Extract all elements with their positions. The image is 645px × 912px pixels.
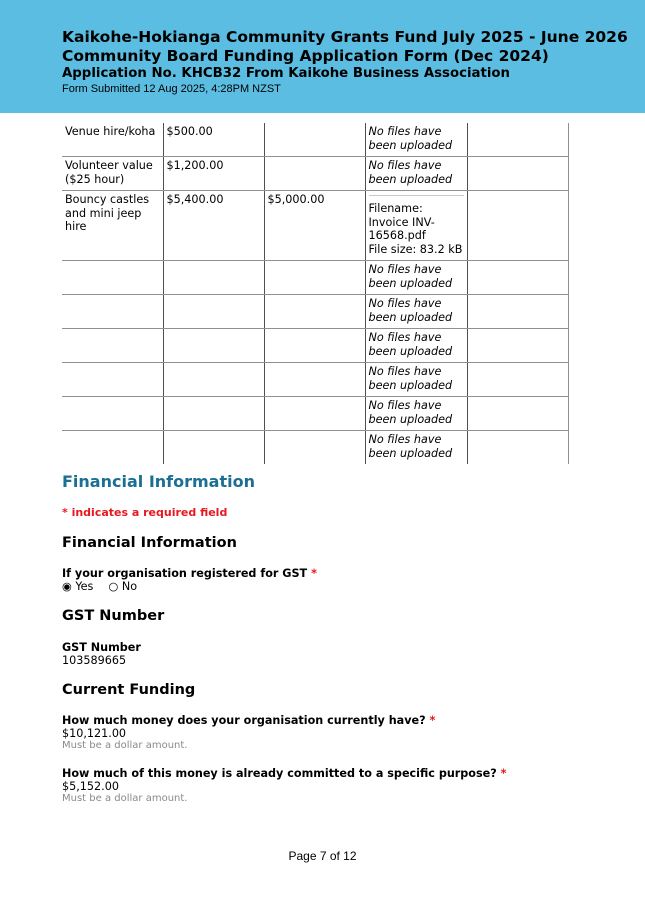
money-have-value: $10,121.00 bbox=[62, 727, 127, 740]
money-have-label: How much money does your organisation currently have? bbox=[62, 714, 426, 727]
note-cell bbox=[467, 157, 568, 191]
uploaded-file bbox=[369, 195, 464, 256]
file-cell: No files have been uploaded bbox=[365, 363, 467, 397]
table-row bbox=[62, 397, 568, 431]
requested-cell bbox=[264, 261, 365, 295]
file-cell: No files have been uploaded bbox=[365, 329, 467, 363]
file-cell: No files have been uploaded bbox=[365, 261, 467, 295]
requested-cell bbox=[264, 295, 365, 329]
required-marker: * bbox=[311, 567, 317, 580]
file-cell: No files have been uploaded bbox=[365, 123, 467, 157]
cost-cell: $5,400.00 bbox=[163, 191, 264, 261]
page-header bbox=[0, 0, 645, 113]
money-have-hint: Must be a dollar amount. bbox=[62, 740, 188, 751]
item-cell: Bouncy castles and mini jeep hire bbox=[62, 191, 163, 261]
form-title: Kaikohe-Hokianga Community Grants Fund July 2025 - June 2026 Community Board Funding Application Form (Dec 2024) bbox=[62, 28, 628, 65]
radio-yes-label: Yes bbox=[75, 580, 94, 593]
gst-number-value: 103589665 bbox=[62, 654, 127, 667]
requested-cell bbox=[264, 397, 365, 431]
requested-cell bbox=[264, 363, 365, 397]
cost-cell bbox=[163, 295, 264, 329]
file-cell: No files have been uploaded bbox=[365, 157, 467, 191]
section-title-financial: Financial Information bbox=[62, 472, 255, 491]
requested-cell bbox=[264, 431, 365, 465]
gst-radio-group bbox=[62, 580, 145, 593]
requested-cell bbox=[264, 329, 365, 363]
money-have-question bbox=[62, 714, 435, 727]
committed-label: How much of this money is already committed to a specific purpose? bbox=[62, 767, 497, 780]
note-cell bbox=[467, 295, 568, 329]
committed-value: $5,152.00 bbox=[62, 780, 119, 793]
cost-cell bbox=[163, 363, 264, 397]
item-cell bbox=[62, 329, 163, 363]
file-name: Filename: Invoice INV-16568.pdf bbox=[368, 202, 435, 242]
table-row bbox=[62, 295, 568, 329]
committed-hint: Must be a dollar amount. bbox=[62, 793, 188, 804]
table-row bbox=[62, 431, 568, 465]
note-cell bbox=[467, 431, 568, 465]
table-row bbox=[62, 191, 568, 261]
requested-cell bbox=[264, 157, 365, 191]
table-row bbox=[62, 157, 568, 191]
budget-table bbox=[62, 123, 569, 464]
cost-cell bbox=[163, 431, 264, 465]
item-cell: Volunteer value ($25 hour) bbox=[62, 157, 163, 191]
cost-cell bbox=[163, 397, 264, 431]
table-row bbox=[62, 363, 568, 397]
cost-cell bbox=[163, 329, 264, 363]
item-cell bbox=[62, 363, 163, 397]
table-row bbox=[62, 123, 568, 157]
note-cell bbox=[467, 191, 568, 261]
current-funding-heading: Current Funding bbox=[62, 682, 196, 698]
page-number: Page 7 of 12 bbox=[288, 849, 357, 863]
subsection-title-financial: Financial Information bbox=[62, 535, 237, 551]
item-cell bbox=[62, 295, 163, 329]
requested-cell bbox=[264, 123, 365, 157]
requested-cell: $5,000.00 bbox=[264, 191, 365, 261]
table-row bbox=[62, 329, 568, 363]
gst-question-label: If your organisation registered for GST bbox=[62, 567, 308, 580]
required-marker: * bbox=[500, 767, 507, 780]
radio-no[interactable]: ○ No bbox=[104, 580, 138, 593]
item-cell bbox=[62, 431, 163, 465]
required-marker: * bbox=[429, 714, 436, 727]
file-cell: No files have been uploaded bbox=[365, 397, 467, 431]
gst-question bbox=[62, 567, 317, 580]
cost-cell: $500.00 bbox=[163, 123, 264, 157]
file-cell: No files have been uploaded bbox=[365, 295, 467, 329]
submission-timestamp: Form Submitted 12 Aug 2025, 4:28PM NZST bbox=[62, 83, 281, 95]
gst-number-heading: GST Number bbox=[62, 608, 165, 624]
cost-cell bbox=[163, 261, 264, 295]
file-size: File size: 83.2 kB bbox=[368, 242, 463, 256]
note-cell bbox=[467, 397, 568, 431]
note-cell bbox=[467, 329, 568, 363]
item-cell bbox=[62, 397, 163, 431]
file-cell: No files have been uploaded bbox=[365, 431, 467, 465]
note-cell bbox=[467, 363, 568, 397]
item-cell: Venue hire/koha bbox=[62, 123, 163, 157]
note-cell bbox=[467, 123, 568, 157]
gst-number-label: GST Number bbox=[62, 641, 141, 654]
table-row bbox=[62, 261, 568, 295]
committed-question bbox=[62, 767, 507, 780]
file-cell bbox=[365, 191, 467, 261]
required-field-note: * indicates a required field bbox=[62, 506, 228, 519]
item-cell bbox=[62, 261, 163, 295]
application-number: Application No. KHCB32 From Kaikohe Business Association bbox=[62, 66, 511, 81]
note-cell bbox=[467, 261, 568, 295]
radio-no-label: No bbox=[121, 580, 138, 593]
radio-yes[interactable]: ◉ Yes bbox=[62, 580, 94, 593]
cost-cell: $1,200.00 bbox=[163, 157, 264, 191]
